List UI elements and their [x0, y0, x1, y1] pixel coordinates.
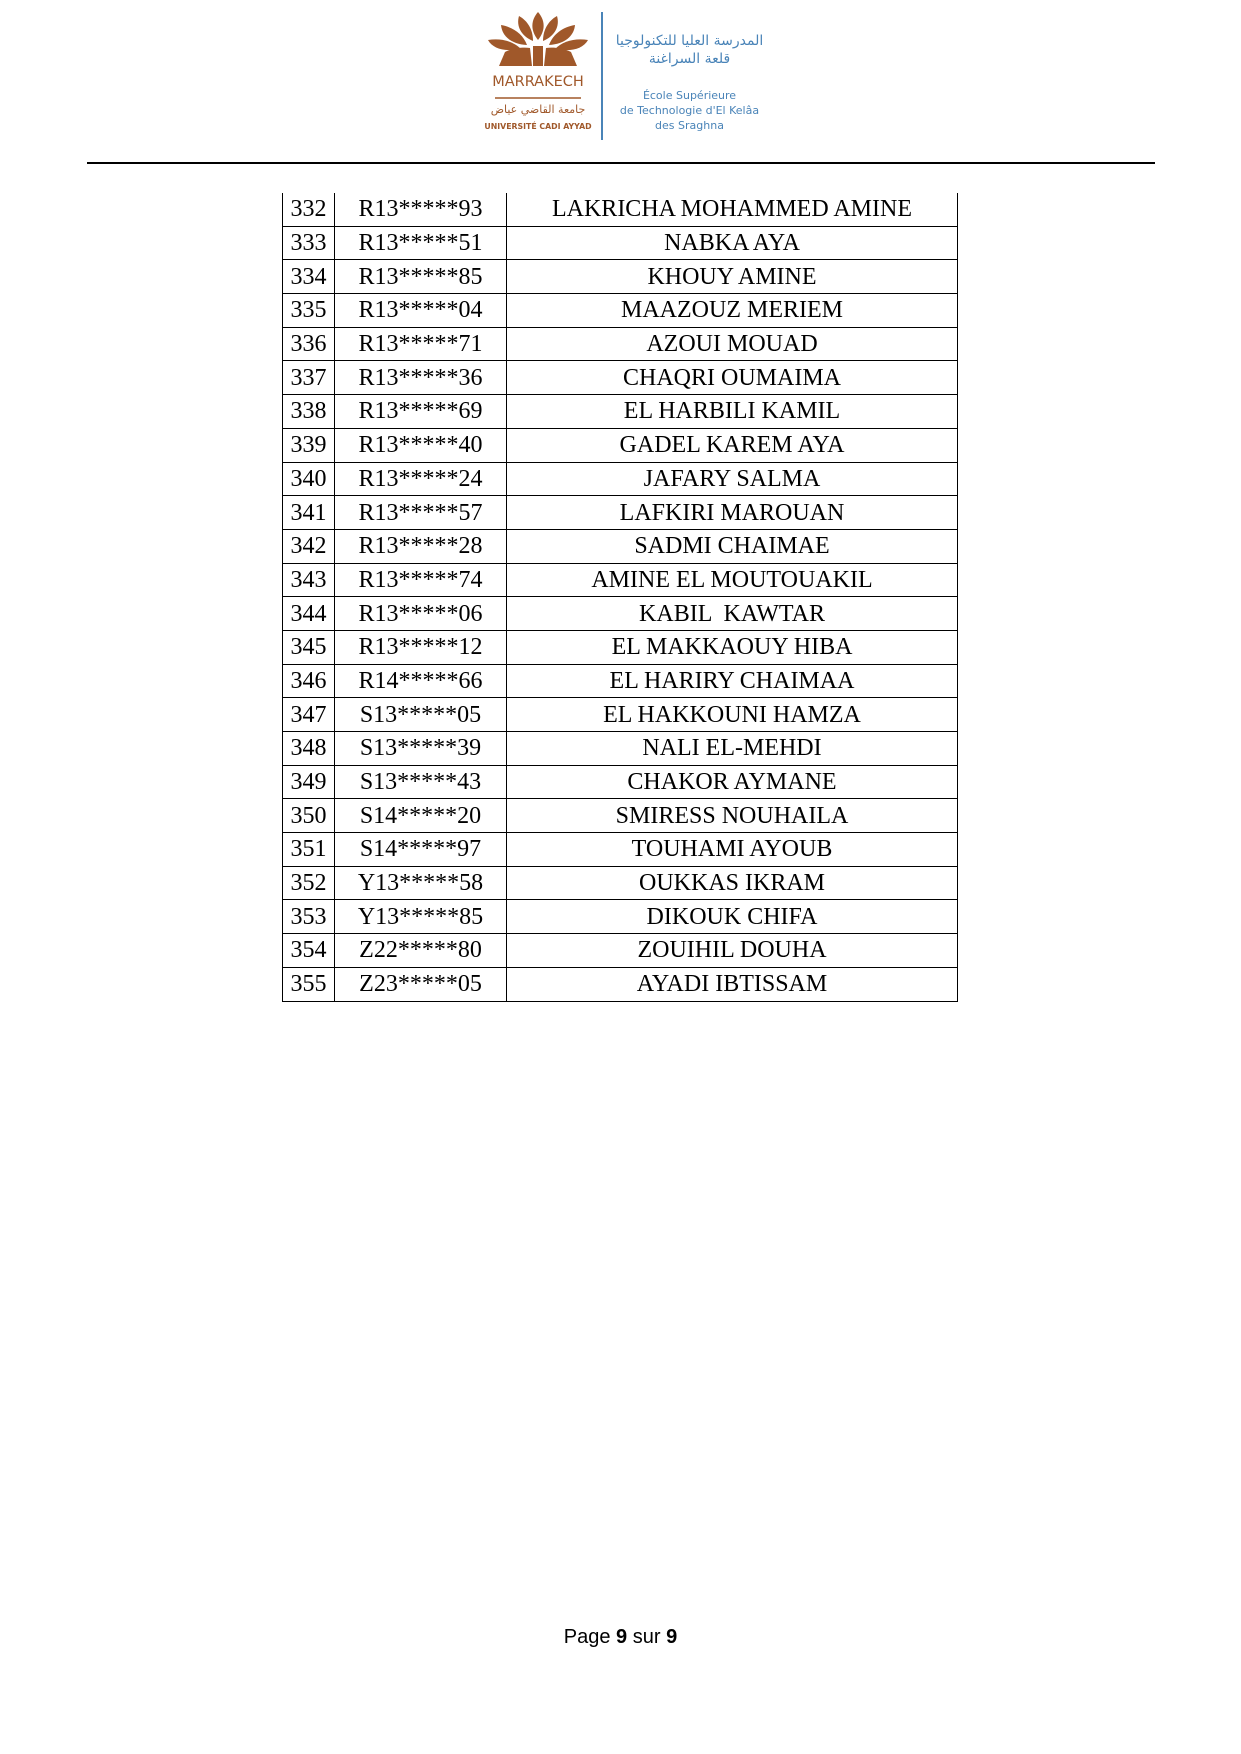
row-number: 355: [283, 967, 335, 1001]
student-code: Z22*****80: [335, 934, 507, 968]
row-number: 346: [283, 664, 335, 698]
student-name: KABIL KAWTAR: [507, 597, 958, 631]
school-name-french-line: de Technologie d'El Kelâa: [619, 104, 760, 117]
student-name: JAFARY SALMA: [507, 462, 958, 496]
row-number: 333: [283, 226, 335, 260]
table-row: [283, 698, 958, 732]
student-code: R13*****69: [335, 395, 507, 429]
page-of: sur: [632, 1626, 661, 1648]
student-code: R13*****74: [335, 563, 507, 597]
student-list-table: [282, 193, 958, 1002]
student-name: ZOUIHIL DOUHA: [507, 934, 958, 968]
university-logo-icon: [483, 8, 593, 144]
student-code: R13*****93: [335, 193, 507, 226]
school-name-arabic-line: قلعة السراغنة: [648, 51, 731, 67]
logo-university-arabic: جامعة القاضي عياض: [490, 103, 586, 116]
student-code: R13*****28: [335, 529, 507, 563]
table-row: [283, 833, 958, 867]
school-name-french-line: École Supérieure: [642, 89, 737, 102]
page-prefix: Page: [563, 1626, 611, 1648]
student-name: EL MAKKAOUY HIBA: [507, 630, 958, 664]
row-number: 343: [283, 563, 335, 597]
student-name: KHOUY AMINE: [507, 260, 958, 294]
student-code: Z23*****05: [335, 967, 507, 1001]
row-number: 351: [283, 833, 335, 867]
table-row: [283, 630, 958, 664]
student-code: R13*****71: [335, 327, 507, 361]
header-logo-block: [483, 8, 773, 144]
table-row: [283, 563, 958, 597]
row-number: 341: [283, 496, 335, 530]
table-row: [283, 799, 958, 833]
page-total: 9: [666, 1626, 678, 1648]
table-row: [283, 226, 958, 260]
row-number: 348: [283, 732, 335, 766]
table-row: [283, 900, 958, 934]
table-row: [283, 260, 958, 294]
school-name-arabic-line: المدرسة العليا للتكنولوجيا: [615, 33, 764, 49]
student-code: R13*****85: [335, 260, 507, 294]
student-name: OUKKAS IKRAM: [507, 866, 958, 900]
table-row: [283, 496, 958, 530]
student-code: S14*****97: [335, 833, 507, 867]
student-code: R13*****12: [335, 630, 507, 664]
row-number: 353: [283, 900, 335, 934]
student-name: MAAZOUZ MERIEM: [507, 294, 958, 328]
student-name: EL HAKKOUNI HAMZA: [507, 698, 958, 732]
student-name: EL HARBILI KAMIL: [507, 395, 958, 429]
student-name: GADEL KAREM AYA: [507, 428, 958, 462]
table-row: [283, 597, 958, 631]
student-name: EL HARIRY CHAIMAA: [507, 664, 958, 698]
row-number: 338: [283, 395, 335, 429]
row-number: 339: [283, 428, 335, 462]
logo-divider: [601, 12, 603, 140]
row-number: 350: [283, 799, 335, 833]
row-number: 342: [283, 529, 335, 563]
student-name: LAFKIRI MAROUAN: [507, 496, 958, 530]
student-name: CHAKOR AYMANE: [507, 765, 958, 799]
table-row: [283, 294, 958, 328]
row-number: 354: [283, 934, 335, 968]
student-name: AMINE EL MOUTOUAKIL: [507, 563, 958, 597]
table-row: [283, 732, 958, 766]
table-row: [283, 934, 958, 968]
table-row: [283, 967, 958, 1001]
school-name-french-line: des Sraghna: [655, 119, 724, 132]
student-name: LAKRICHA MOHAMMED AMINE: [507, 193, 958, 226]
row-number: 337: [283, 361, 335, 395]
row-number: 349: [283, 765, 335, 799]
table-row: [283, 462, 958, 496]
student-code: R13*****04: [335, 294, 507, 328]
student-code: R13*****57: [335, 496, 507, 530]
student-name: NALI EL-MEHDI: [507, 732, 958, 766]
school-name-french: [606, 88, 773, 133]
student-name: AZOUI MOUAD: [507, 327, 958, 361]
student-name: AYADI IBTISSAM: [507, 967, 958, 1001]
row-number: 335: [283, 294, 335, 328]
student-code: R13*****24: [335, 462, 507, 496]
student-code: Y13*****58: [335, 866, 507, 900]
row-number: 334: [283, 260, 335, 294]
student-code: R13*****40: [335, 428, 507, 462]
student-code: R13*****51: [335, 226, 507, 260]
student-code: R13*****06: [335, 597, 507, 631]
row-number: 352: [283, 866, 335, 900]
row-number: 344: [283, 597, 335, 631]
student-name: SADMI CHAIMAE: [507, 529, 958, 563]
student-code: S13*****43: [335, 765, 507, 799]
student-name: TOUHAMI AYOUB: [507, 833, 958, 867]
table-row: [283, 193, 958, 226]
row-number: 336: [283, 327, 335, 361]
student-name: NABKA AYA: [507, 226, 958, 260]
student-name: SMIRESS NOUHAILA: [507, 799, 958, 833]
table-row: [283, 529, 958, 563]
table-row: [283, 866, 958, 900]
table-row: [283, 664, 958, 698]
table-row: [283, 361, 958, 395]
student-code: Y13*****85: [335, 900, 507, 934]
table-row: [283, 327, 958, 361]
table-row: [283, 395, 958, 429]
header-rule: [87, 162, 1155, 164]
table-row: [283, 765, 958, 799]
student-code: R13*****36: [335, 361, 507, 395]
page-current: 9: [616, 1626, 628, 1648]
student-code: S13*****39: [335, 732, 507, 766]
student-name: CHAQRI OUMAIMA: [507, 361, 958, 395]
row-number: 332: [283, 193, 335, 226]
logo-university-french: UNIVERSITÉ CADI AYYAD: [484, 122, 592, 131]
logo-city-text: MARRAKECH: [492, 74, 584, 90]
table-row: [283, 428, 958, 462]
student-code: S13*****05: [335, 698, 507, 732]
student-name: DIKOUK CHIFA: [507, 900, 958, 934]
row-number: 340: [283, 462, 335, 496]
student-code: R14*****66: [335, 664, 507, 698]
student-code: S14*****20: [335, 799, 507, 833]
row-number: 345: [283, 630, 335, 664]
page-number: [0, 1626, 1241, 1649]
student-list-body: [283, 193, 958, 1001]
row-number: 347: [283, 698, 335, 732]
school-name-arabic: [606, 32, 773, 68]
